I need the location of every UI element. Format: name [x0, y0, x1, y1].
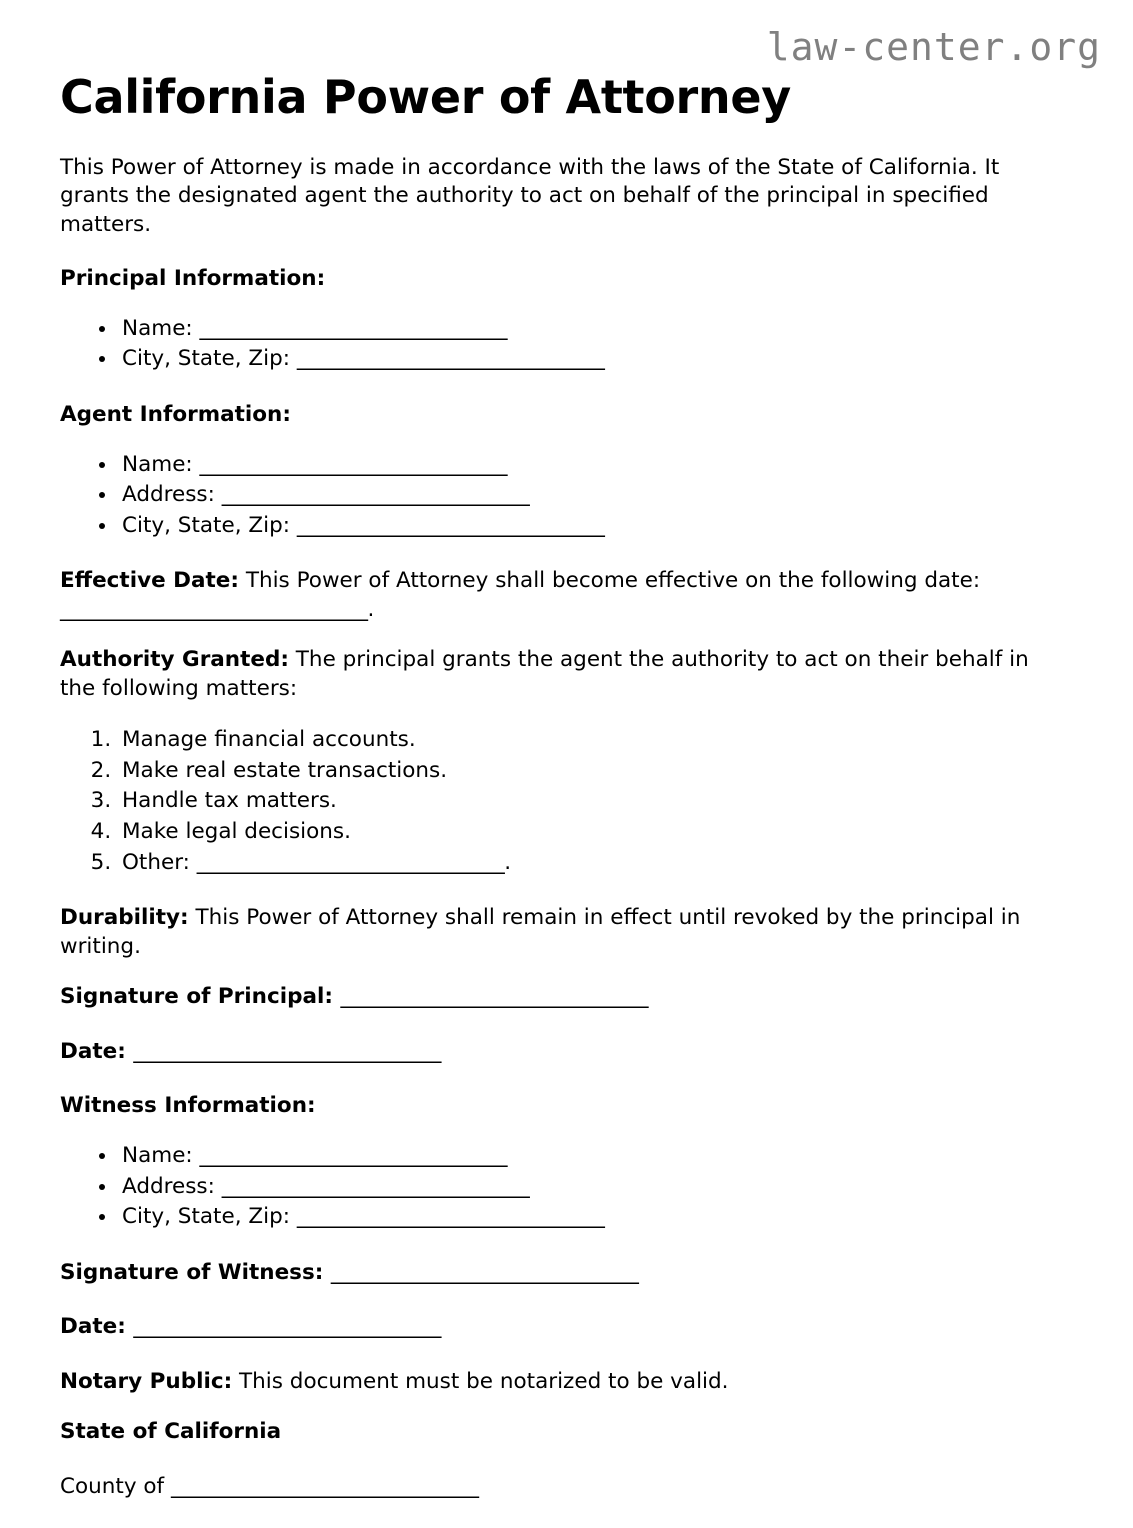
list-item — [118, 756, 1070, 787]
list-item — [118, 480, 1070, 511]
state-of-california-line: State of California — [60, 1419, 282, 1445]
authority-granted-paragraph — [60, 646, 1050, 703]
list-item — [118, 314, 1070, 345]
field-label: Address: — [122, 482, 222, 508]
signature-of-witness-line — [60, 1259, 1070, 1288]
field-label: City, State, Zip: — [122, 1204, 297, 1230]
field-label: City, State, Zip: — [122, 346, 297, 372]
list-item — [118, 1172, 1070, 1203]
principal-information-list — [60, 314, 1070, 375]
date-witness-blank[interactable]: ______________________________ — [133, 1314, 441, 1340]
notary-public-paragraph — [60, 1368, 1050, 1397]
effective-date-paragraph — [60, 567, 1050, 624]
list-item — [118, 817, 1070, 848]
date-principal-label: Date: — [60, 1038, 134, 1064]
intro-paragraph: This Power of Attorney is made in accordance with the laws of the State of California. It grants the designated agent the authority to act on behalf of the principal in specified matters. — [60, 154, 1000, 237]
signature-of-witness-blank[interactable]: ______________________________ — [330, 1259, 639, 1285]
signature-of-principal-label: Signature of Principal: — [60, 984, 341, 1010]
field-label: Address: — [122, 1173, 222, 1199]
list-item-label: Other: — [122, 849, 197, 875]
list-item — [118, 848, 1070, 879]
field-blank[interactable]: ______________________________ — [296, 346, 605, 372]
field-blank[interactable]: ______________________________ — [199, 451, 508, 477]
field-blank[interactable]: ______________________________ — [296, 1204, 605, 1230]
signature-of-principal-blank[interactable]: ______________________________ — [340, 984, 648, 1010]
agent-information-list — [60, 450, 1070, 542]
field-label: Name: — [122, 315, 200, 341]
agent-information-heading: Agent Information: — [60, 401, 291, 427]
signature-of-principal-line — [60, 983, 1070, 1012]
field-label: City, State, Zip: — [122, 512, 297, 538]
effective-date-text: This Power of Attorney shall become effective on the following date: — [238, 568, 981, 594]
effective-date-suffix: . — [367, 596, 375, 622]
date-principal-blank[interactable]: ______________________________ — [133, 1038, 441, 1064]
document-content — [60, 72, 1070, 1528]
notary-public-text: This document must be notarized to be valid. — [232, 1368, 729, 1394]
county-of-line — [60, 1473, 1070, 1502]
authority-granted-text: The principal grants the agent the authority to act on their behalf in the following matters: — [60, 647, 1029, 701]
field-blank[interactable]: ______________________________ — [221, 1173, 530, 1199]
list-item-label: Manage financial accounts. — [122, 727, 416, 753]
date-principal-line — [60, 1038, 1070, 1067]
effective-date-blank[interactable]: ______________________________ — [60, 596, 368, 622]
authority-granted-list — [60, 725, 1070, 878]
authority-granted-lead: Authority Granted: — [60, 647, 289, 673]
list-item — [118, 450, 1070, 481]
list-item-label: Make legal decisions. — [122, 818, 351, 844]
list-item — [118, 1202, 1070, 1233]
field-label: Name: — [122, 1142, 200, 1168]
durability-paragraph — [60, 904, 1050, 961]
witness-information-heading: Witness Information: — [60, 1093, 316, 1119]
watermark-law-center: law-center.org — [766, 25, 1101, 69]
list-item-blank[interactable]: ______________________________ — [196, 849, 505, 875]
county-of-blank[interactable]: ______________________________ — [170, 1473, 479, 1499]
list-item-suffix: . — [504, 849, 512, 875]
field-blank[interactable]: ______________________________ — [296, 512, 605, 538]
list-item — [118, 344, 1070, 375]
field-blank[interactable]: ______________________________ — [199, 1142, 508, 1168]
effective-date-lead: Effective Date: — [60, 568, 239, 594]
list-item — [118, 511, 1070, 542]
witness-information-list — [60, 1141, 1070, 1233]
list-item — [118, 725, 1070, 756]
date-witness-label: Date: — [60, 1314, 134, 1340]
durability-text: This Power of Attorney shall remain in effect until revoked by the principal in writing. — [60, 905, 1021, 959]
principal-information-heading: Principal Information: — [60, 266, 326, 292]
list-item-label: Handle tax matters. — [122, 788, 337, 814]
date-witness-line — [60, 1313, 1070, 1342]
field-blank[interactable]: ______________________________ — [199, 315, 508, 341]
field-label: Name: — [122, 451, 200, 477]
notary-public-lead: Notary Public: — [60, 1368, 233, 1394]
list-item-label: Make real estate transactions. — [122, 757, 448, 783]
list-item — [118, 1141, 1070, 1172]
page-title: California Power of Attorney — [60, 70, 791, 124]
durability-lead: Durability: — [60, 905, 189, 931]
county-of-label: County of — [60, 1473, 171, 1499]
field-blank[interactable]: ______________________________ — [221, 482, 530, 508]
signature-of-witness-label: Signature of Witness: — [60, 1259, 331, 1285]
list-item — [118, 786, 1070, 817]
